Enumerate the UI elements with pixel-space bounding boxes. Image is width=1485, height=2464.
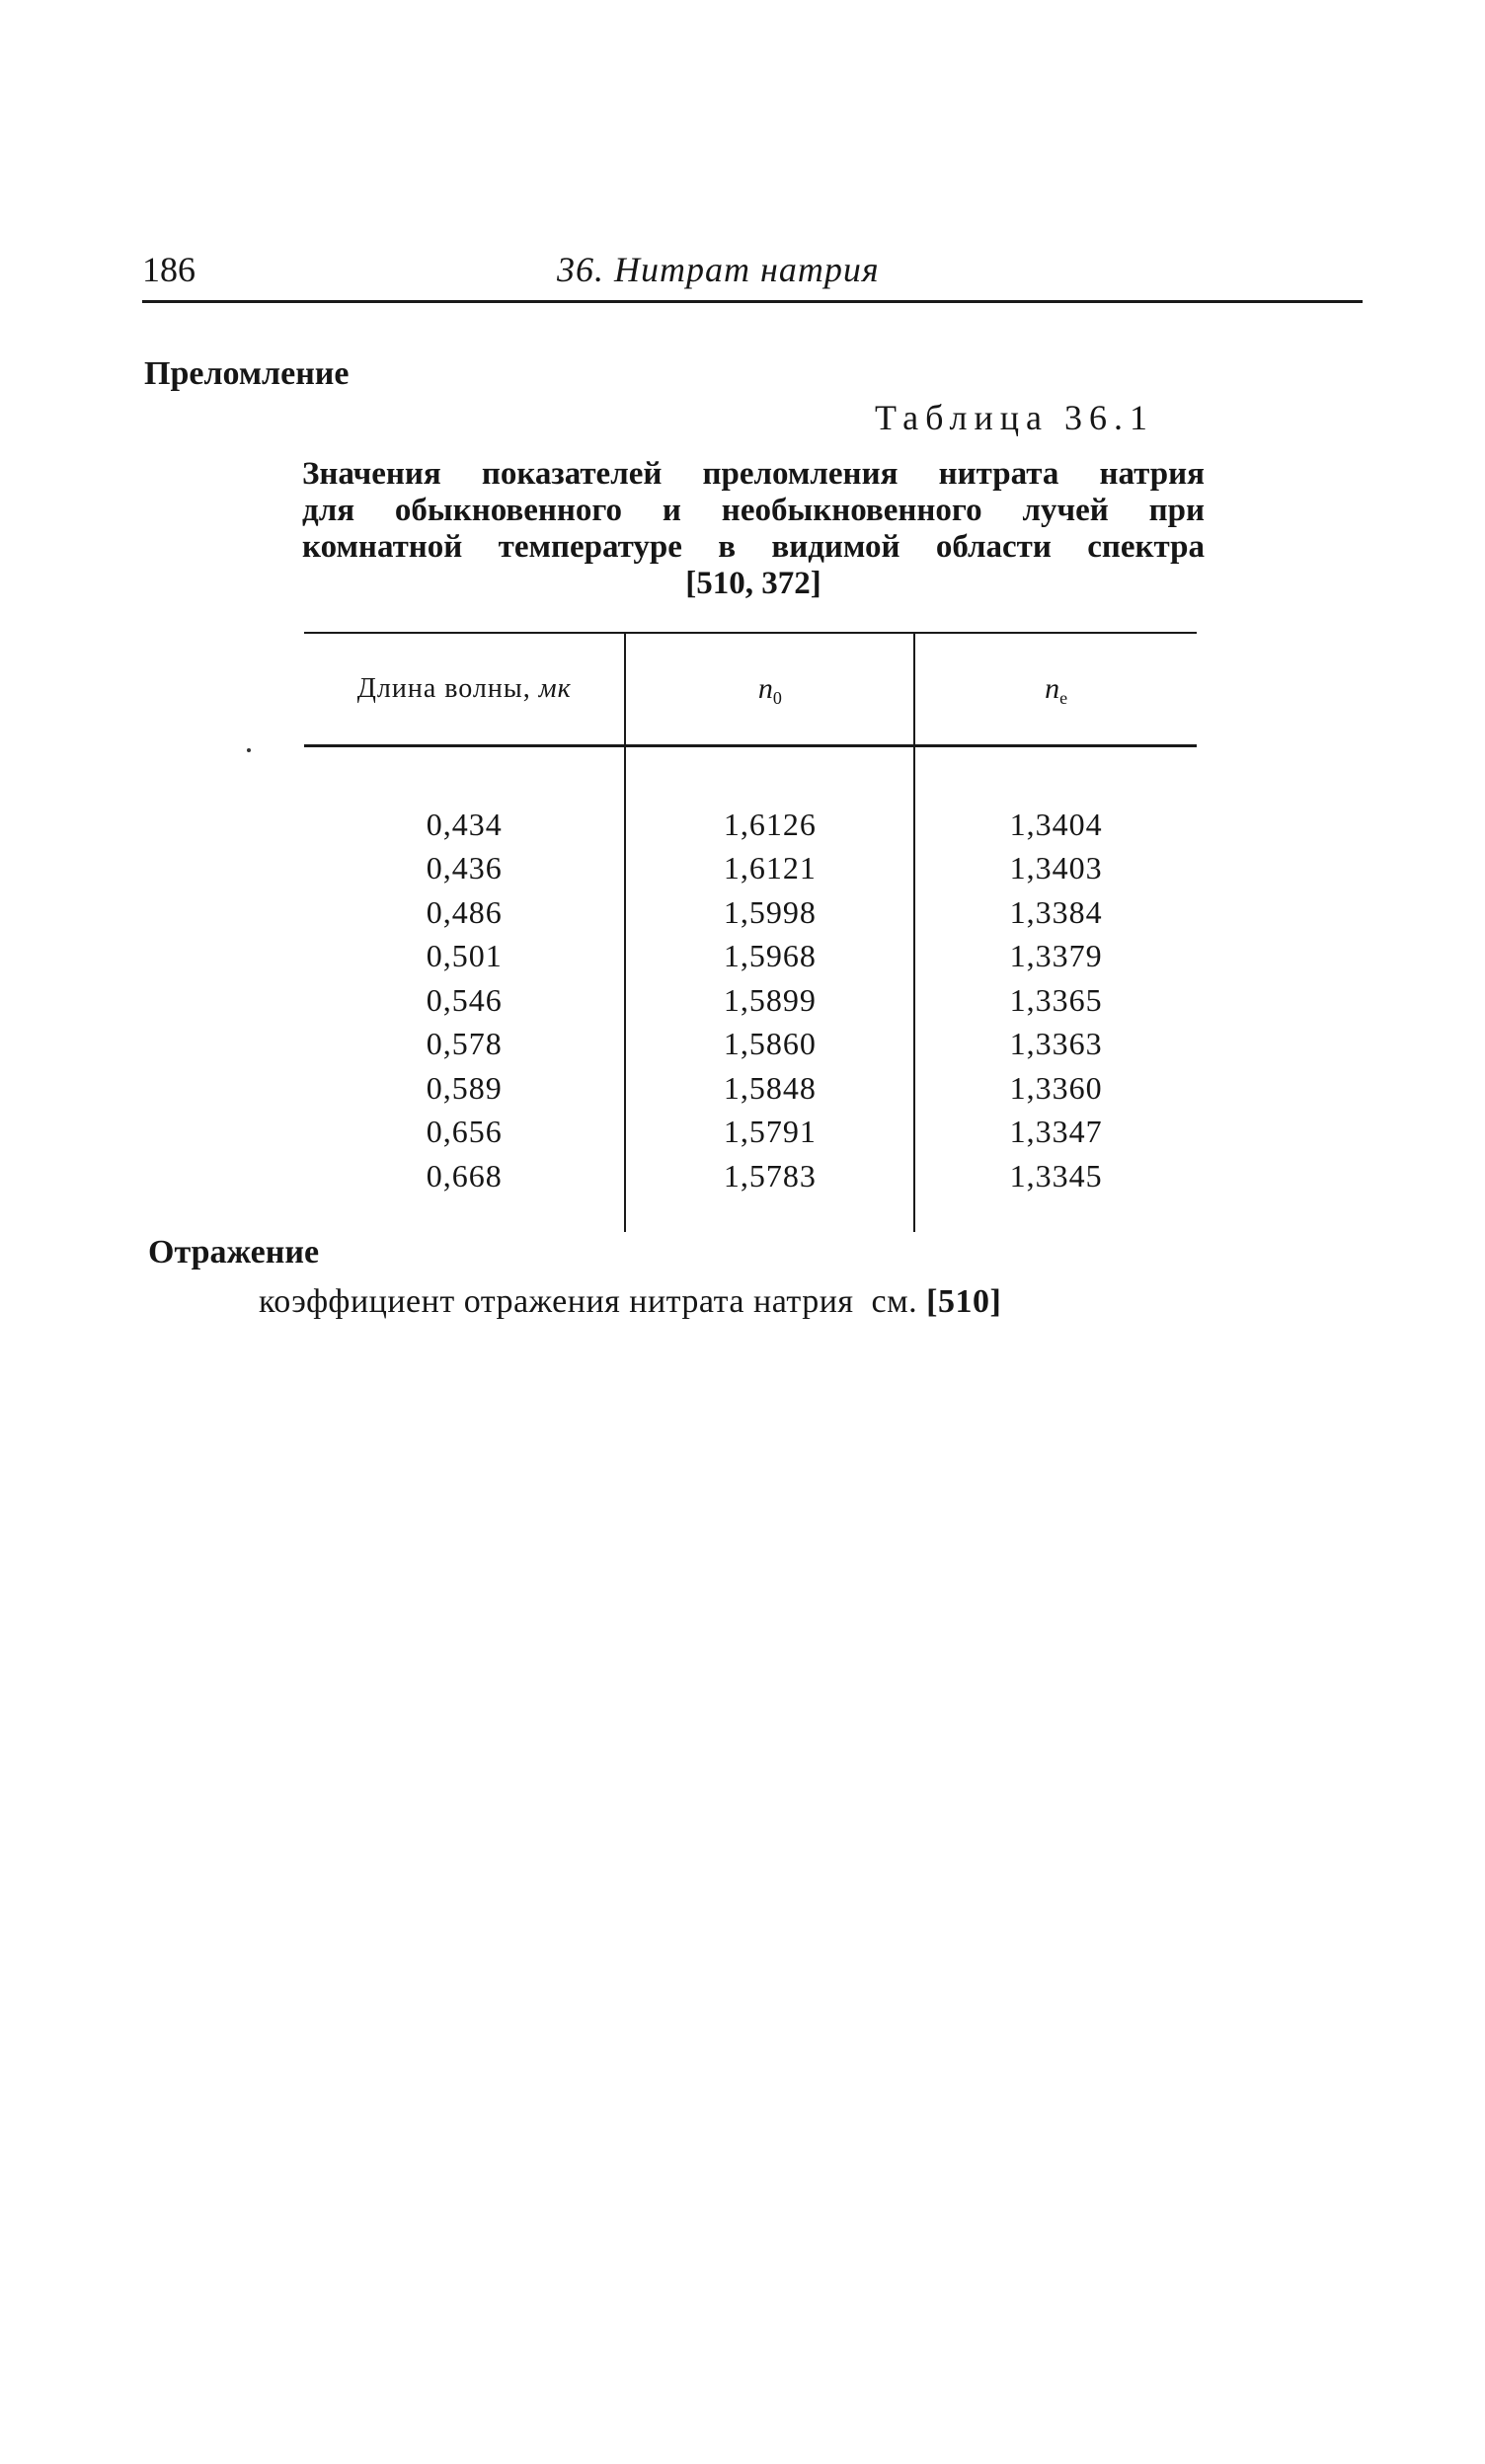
cell-wavelength: 0,546 xyxy=(426,981,503,1018)
table-row xyxy=(304,746,1197,847)
refraction-table xyxy=(304,632,1197,1232)
cell-n0: 1,6126 xyxy=(625,746,914,847)
cell-ne: 1,3345 xyxy=(914,1154,1197,1232)
section-heading-reflection: Отражение xyxy=(148,1234,320,1270)
caption-line: комнатной температуре в видимой области спектра xyxy=(302,529,1205,565)
cell-ne: 1,3347 xyxy=(914,1111,1197,1155)
cell-n0: 1,5848 xyxy=(625,1066,914,1111)
reflection-text: коэффициент отражения нитрата натрия см. xyxy=(259,1283,918,1320)
cell-n0: 1,5968 xyxy=(625,935,914,979)
table-header-row xyxy=(304,633,1197,746)
running-title: 36. Нитрат натрия xyxy=(557,250,880,289)
table-row xyxy=(304,1023,1197,1067)
cell-wavelength: 0,668 xyxy=(426,1157,503,1194)
table-caption xyxy=(302,456,1205,602)
cell-ne: 1,3404 xyxy=(914,746,1197,847)
reflection-reference: [510] xyxy=(926,1283,1002,1320)
cell-ne: 1,3403 xyxy=(914,847,1197,891)
cell-wavelength: 0,434 xyxy=(426,806,503,842)
cell-n0: 1,6121 xyxy=(625,847,914,891)
cell-ne: 1,3384 xyxy=(914,890,1197,935)
table-row xyxy=(304,1111,1197,1155)
table-label: Таблица 36.1 xyxy=(875,398,1154,437)
reflection-paragraph xyxy=(259,1283,1001,1321)
cell-wavelength: 0,578 xyxy=(426,1026,503,1062)
cell-wavelength: 0,501 xyxy=(426,938,503,974)
table-row xyxy=(304,1066,1197,1111)
table-row xyxy=(304,847,1197,891)
page-number: 186 xyxy=(142,250,195,289)
cell-n0: 1,5860 xyxy=(625,1023,914,1067)
caption-line: для обыкновенного и необыкновенного лучей при xyxy=(302,493,1205,528)
section-heading-refraction: Преломление xyxy=(144,355,350,392)
page-header xyxy=(142,245,1363,303)
caption-line: Значения показателей преломления нитрата натрия xyxy=(302,456,1205,492)
cell-ne: 1,3360 xyxy=(914,1066,1197,1111)
table-row xyxy=(304,890,1197,935)
cell-wavelength: 0,589 xyxy=(426,1069,503,1106)
cell-wavelength: 0,436 xyxy=(426,850,503,886)
table-row xyxy=(304,935,1197,979)
cell-n0: 1,5998 xyxy=(625,890,914,935)
cell-n0: 1,5899 xyxy=(625,978,914,1023)
table-row xyxy=(304,1154,1197,1232)
cell-n0: 1,5783 xyxy=(625,1154,914,1232)
print-speck xyxy=(247,748,251,752)
unit-label: мк xyxy=(538,673,572,704)
column-header-ne: $n_e$ xyxy=(914,633,1197,746)
caption-reference: [510, 372] xyxy=(685,566,821,601)
cell-ne: 1,3379 xyxy=(914,935,1197,979)
column-header-n0: $n_0$ xyxy=(625,633,914,746)
cell-wavelength: 0,656 xyxy=(426,1114,503,1150)
cell-ne: 1,3363 xyxy=(914,1023,1197,1067)
cell-n0: 1,5791 xyxy=(625,1111,914,1155)
cell-wavelength: 0,486 xyxy=(426,893,503,930)
cell-ne: 1,3365 xyxy=(914,978,1197,1023)
table-row xyxy=(304,978,1197,1023)
column-header-wavelength: Длина волны, мк xyxy=(304,633,625,746)
